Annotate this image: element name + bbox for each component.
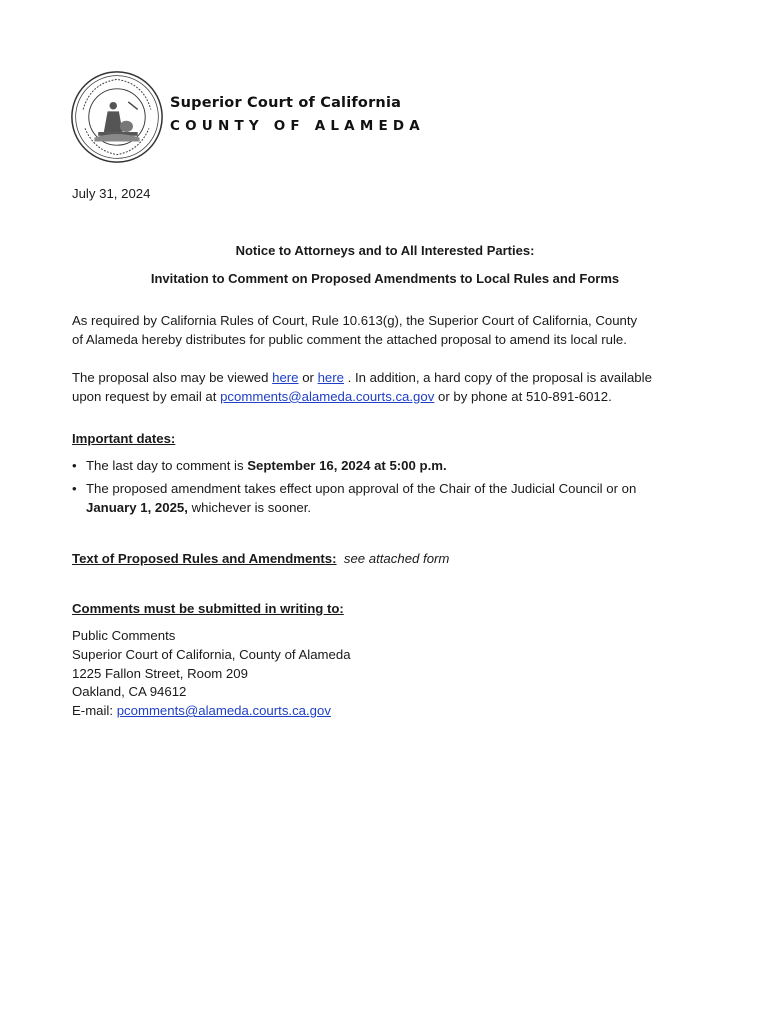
intro-line-1: As required by California Rules of Court, Rule 10.613(g), the Superior Court of California, County bbox=[72, 313, 638, 328]
important-dates-heading: Important dates: bbox=[72, 431, 176, 446]
effective-text: The proposed amendment takes effect upon approval of the Chair of the Judicial Council or on bbox=[86, 481, 637, 496]
address-line-3: 1225 Fallon Street, Room 209 bbox=[72, 665, 248, 681]
effective-text-post: whichever is sooner. bbox=[187, 499, 312, 515]
bullet-icon: • bbox=[72, 481, 77, 496]
proposal-link-2[interactable]: here bbox=[317, 370, 344, 385]
proposal-text-pre: The proposal also may be viewed bbox=[72, 370, 273, 385]
proposal-line2-pre: upon request by email at bbox=[72, 388, 221, 404]
notice-subtitle: Invitation to Comment on Proposed Amendments to Local Rules and Forms bbox=[150, 271, 620, 286]
address-line-1: Public Comments bbox=[72, 628, 176, 643]
proposal-link-1[interactable]: here bbox=[272, 370, 299, 385]
proposal-paragraph bbox=[72, 369, 652, 407]
comments-heading: Comments must be submitted in writing to: bbox=[72, 601, 344, 616]
deadline-text: The last day to comment is bbox=[86, 458, 248, 473]
effective-bullet bbox=[72, 480, 636, 518]
intro-paragraph bbox=[72, 312, 637, 350]
intro-line-2: of Alameda hereby distributes for public comment the attached proposal to amend its local rule. bbox=[72, 331, 627, 347]
deadline-date: September 16, 2024 at 5:00 p.m. bbox=[247, 458, 447, 473]
proposed-rules-note: see attached form bbox=[343, 551, 450, 566]
bullet-icon: • bbox=[72, 458, 77, 473]
notice-title: Notice to Attorneys and to All Interested Parties: bbox=[235, 243, 535, 258]
notice-date: July 31, 2024 bbox=[72, 186, 151, 201]
court-seal-icon bbox=[70, 70, 164, 164]
proposal-text-post: . In addition, a hard copy of the proposal is available bbox=[344, 370, 652, 385]
comments-address bbox=[72, 627, 351, 721]
effective-date: January 1, 2025, bbox=[86, 499, 188, 515]
court-name: Superior Court of California bbox=[170, 95, 402, 111]
deadline-bullet bbox=[72, 457, 447, 476]
county-name: COUNTY OF ALAMEDA bbox=[170, 118, 425, 134]
address-line-4: Oakland, CA 94612 bbox=[72, 684, 187, 700]
proposed-rules-line bbox=[72, 550, 449, 569]
proposal-text-mid: or bbox=[298, 370, 318, 385]
comments-email-link[interactable]: pcomments@alameda.courts.ca.gov bbox=[116, 703, 331, 719]
email-label: E-mail: bbox=[72, 703, 117, 719]
proposal-line2-post: or by phone at 510-891-6012. bbox=[434, 388, 612, 404]
email-link[interactable]: pcomments@alameda.courts.ca.gov bbox=[220, 388, 435, 404]
address-line-2: Superior Court of California, County of Alameda bbox=[72, 646, 351, 662]
proposed-rules-heading: Text of Proposed Rules and Amendments: bbox=[72, 551, 337, 566]
